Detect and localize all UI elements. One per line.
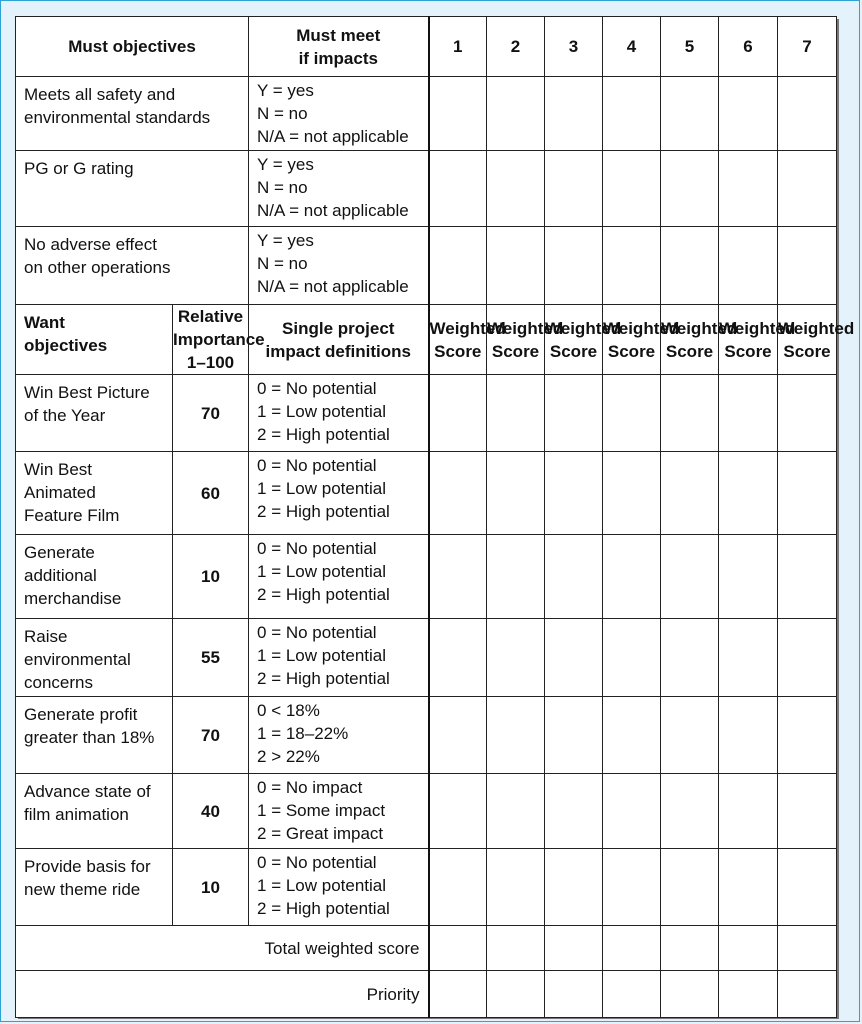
objective-text-line: Generate profit [24, 705, 138, 724]
score-cell[interactable] [429, 774, 487, 849]
score-cell[interactable] [487, 697, 545, 774]
total-row [16, 926, 837, 971]
score-cell[interactable] [661, 151, 719, 227]
score-cell[interactable] [487, 619, 545, 697]
score-cell[interactable] [545, 227, 603, 305]
score-cell[interactable] [719, 619, 778, 697]
impact-definition-line: N/A = not applicable [257, 201, 409, 220]
score-cell[interactable] [719, 849, 778, 926]
score-cell[interactable] [487, 227, 545, 305]
score-cell[interactable] [545, 619, 603, 697]
objective-text-line: Raise [24, 627, 68, 646]
objective-text-line: greater than 18% [24, 728, 155, 747]
weighted-header-line: Weighted [487, 318, 564, 338]
candidate-header: 2 [487, 17, 545, 77]
objective-text-line: on other operations [24, 258, 171, 277]
must-impact-definitions [249, 227, 429, 305]
score-cell[interactable] [661, 619, 719, 697]
impact-definition-line: 2 = High potential [257, 585, 390, 604]
want-objective-label [16, 619, 173, 697]
score-cell[interactable] [603, 697, 661, 774]
relative-header-line: Importance [173, 330, 265, 349]
impact-header-line: Single project [282, 318, 395, 338]
score-cell[interactable] [719, 926, 778, 971]
objective-text-line: Generate [24, 543, 95, 562]
objective-text-line: Win Best Picture [24, 383, 150, 402]
score-cell[interactable] [603, 619, 661, 697]
want-objective-label [16, 375, 173, 452]
weighted-header-line: Weighted [429, 318, 506, 338]
relative-importance-value: 40 [173, 774, 249, 849]
must-objective-label [16, 227, 249, 305]
must-impact-definitions [249, 77, 429, 151]
weighted-score-header [429, 305, 506, 375]
score-cell[interactable] [603, 227, 661, 305]
score-cell[interactable] [719, 535, 778, 619]
project-priority-matrix [15, 16, 855, 1018]
score-cell[interactable] [603, 849, 661, 926]
score-cell[interactable] [603, 971, 661, 1018]
impact-definitions-header [249, 305, 429, 375]
objective-text-line: concerns [24, 673, 93, 692]
score-cell[interactable] [778, 774, 837, 849]
score-cell[interactable] [719, 77, 778, 151]
score-cell[interactable] [661, 926, 719, 971]
impact-definitions [249, 452, 429, 535]
weighted-header-line: Weighted [545, 318, 622, 338]
weighted-score-header [719, 305, 796, 375]
weighted-header-line: Score [549, 341, 598, 361]
score-cell[interactable] [719, 697, 778, 774]
priority-row [16, 971, 837, 1018]
candidate-header: 4 [603, 17, 661, 77]
impact-definition-line: Y = yes [257, 231, 314, 250]
objective-text-line: Animated [24, 483, 96, 502]
impact-definition-line: 0 < 18% [257, 701, 320, 720]
impact-definition-line: 0 = No potential [257, 539, 377, 558]
weighted-header-line: Score [724, 341, 772, 361]
candidate-header: 7 [778, 17, 837, 77]
objective-text-line: of the Year [24, 406, 106, 425]
weighted-header-line: Score [434, 341, 482, 361]
score-cell[interactable] [545, 697, 603, 774]
impact-definition-line: 1 = Low potential [257, 402, 387, 421]
score-cell[interactable] [661, 452, 719, 535]
impact-definition-line: 1 = Low potential [257, 562, 387, 581]
objective-text-line: film animation [24, 805, 129, 824]
must-objective-label [16, 151, 249, 227]
must-objective-label [16, 77, 249, 151]
want-objective-row [16, 375, 837, 452]
score-cell[interactable] [661, 77, 719, 151]
want-objectives-header [16, 305, 173, 375]
impact-definition-line: 1 = Low potential [257, 479, 387, 498]
candidate-header: 3 [545, 17, 603, 77]
score-cell[interactable] [545, 774, 603, 849]
score-cell[interactable] [487, 452, 545, 535]
score-cell[interactable] [487, 926, 545, 971]
score-cell[interactable] [778, 926, 837, 971]
objective-text-line: Feature Film [24, 506, 120, 525]
impact-header-line: impact definitions [265, 341, 411, 361]
score-cell[interactable] [429, 926, 487, 971]
weighted-header-line: Score [783, 341, 831, 361]
impact-definitions [249, 535, 429, 619]
score-cell[interactable] [778, 697, 837, 774]
score-cell[interactable] [778, 77, 837, 151]
weighted-header-line: Weighted [603, 318, 680, 338]
objective-text-line: No adverse effect [24, 235, 157, 254]
impact-definition-line: N = no [257, 254, 308, 273]
want-objective-row [16, 535, 837, 619]
score-cell[interactable] [487, 77, 545, 151]
score-cell[interactable] [661, 849, 719, 926]
score-cell[interactable] [487, 971, 545, 1018]
score-cell[interactable] [429, 151, 487, 227]
must-meet-line1: Must meet [296, 25, 381, 45]
score-cell[interactable] [719, 774, 778, 849]
score-cell[interactable] [429, 77, 487, 151]
score-cell[interactable] [429, 375, 487, 452]
impact-definition-line: N/A = not applicable [257, 277, 409, 296]
score-cell[interactable] [603, 774, 661, 849]
relative-importance-value: 70 [173, 375, 249, 452]
impact-definition-line: N/A = not applicable [257, 127, 409, 146]
score-cell[interactable] [429, 227, 487, 305]
impact-definition-line: 0 = No potential [257, 623, 377, 642]
impact-definition-line: 2 = High potential [257, 425, 390, 444]
weighted-header-line: Weighted [719, 318, 796, 338]
must-objective-row [16, 227, 837, 305]
relative-importance-value: 10 [173, 535, 249, 619]
score-cell[interactable] [603, 375, 661, 452]
impact-definitions [249, 849, 429, 926]
relative-importance-value: 55 [173, 619, 249, 697]
must-meet-header [249, 17, 429, 77]
score-cell[interactable] [603, 77, 661, 151]
weighted-score-header [545, 305, 622, 375]
score-cell[interactable] [603, 926, 661, 971]
score-cell[interactable] [487, 535, 545, 619]
score-cell[interactable] [429, 452, 487, 535]
want-header-line: Want [24, 313, 65, 332]
objective-text-line: Meets all safety and [24, 85, 176, 104]
impact-definition-line: Y = yes [257, 81, 314, 100]
score-cell[interactable] [429, 619, 487, 697]
relative-importance-value: 70 [173, 697, 249, 774]
want-objective-row [16, 452, 837, 535]
impact-definition-line: 0 = No potential [257, 456, 377, 475]
impact-definition-line: 2 = High potential [257, 502, 390, 521]
want-objective-label [16, 452, 173, 535]
score-cell[interactable] [661, 774, 719, 849]
impact-definition-line: 0 = No potential [257, 853, 377, 872]
weighted-score-header [661, 305, 738, 375]
must-objective-row [16, 151, 837, 227]
impact-definition-line: 0 = No potential [257, 379, 377, 398]
candidate-header: 5 [661, 17, 719, 77]
impact-definition-line: N = no [257, 104, 308, 123]
relative-importance-value: 60 [173, 452, 249, 535]
score-cell[interactable] [719, 971, 778, 1018]
score-cell[interactable] [778, 227, 837, 305]
impact-definition-line: N = no [257, 178, 308, 197]
objective-text-line: Provide basis for [24, 857, 151, 876]
score-cell[interactable] [661, 227, 719, 305]
objective-text-line: additional [24, 566, 97, 585]
objective-text-line: environmental standards [24, 108, 211, 127]
score-cell[interactable] [719, 452, 778, 535]
score-cell[interactable] [429, 849, 487, 926]
must-objectives-header: Must objectives [16, 17, 249, 77]
must-impact-definitions [249, 151, 429, 227]
objective-text-line: merchandise [24, 589, 122, 608]
score-cell[interactable] [778, 535, 837, 619]
candidate-header: 1 [429, 17, 487, 77]
score-cell[interactable] [661, 971, 719, 1018]
score-cell[interactable] [545, 375, 603, 452]
score-cell[interactable] [429, 971, 487, 1018]
header-row [16, 17, 837, 77]
want-objective-row [16, 619, 837, 697]
objective-text-line: PG or G rating [24, 159, 134, 178]
score-cell[interactable] [778, 849, 837, 926]
score-cell[interactable] [487, 849, 545, 926]
relative-importance-header [173, 305, 265, 375]
want-objective-label [16, 697, 173, 774]
want-objective-label [16, 535, 173, 619]
weighted-score-header [603, 305, 680, 375]
weighted-header-line: Weighted [661, 318, 738, 338]
weighted-header-line: Score [491, 341, 540, 361]
score-cell[interactable] [603, 535, 661, 619]
score-cell[interactable] [778, 619, 837, 697]
score-cell[interactable] [778, 971, 837, 1018]
total-weighted-score-label: Total weighted score [16, 926, 429, 971]
score-cell[interactable] [661, 535, 719, 619]
score-cell[interactable] [545, 849, 603, 926]
score-cell[interactable] [778, 452, 837, 535]
must-objective-row [16, 77, 837, 151]
score-cell[interactable] [545, 452, 603, 535]
impact-definition-line: 2 = High potential [257, 669, 390, 688]
must-meet-line2: if impacts [298, 48, 378, 68]
score-cell[interactable] [778, 151, 837, 227]
objective-text-line: Advance state of [24, 782, 151, 801]
objective-text-line: new theme ride [24, 880, 141, 899]
score-cell[interactable] [545, 535, 603, 619]
impact-definition-line: 1 = Low potential [257, 646, 387, 665]
score-cell[interactable] [487, 151, 545, 227]
want-objective-label [16, 849, 173, 926]
want-objective-row [16, 697, 837, 774]
score-cell[interactable] [429, 697, 487, 774]
relative-importance-value: 10 [173, 849, 249, 926]
relative-header-line: 1–100 [186, 353, 235, 372]
impact-definition-line: 1 = 18–22% [257, 724, 349, 743]
impact-definitions [249, 375, 429, 452]
impact-definition-line: 2 = Great impact [257, 824, 384, 843]
score-cell[interactable] [719, 151, 778, 227]
impact-definition-line: 2 > 22% [257, 747, 320, 766]
score-cell[interactable] [661, 697, 719, 774]
want-objective-label [16, 774, 173, 849]
impact-definitions [249, 697, 429, 774]
weighted-score-header [487, 305, 564, 375]
score-cell[interactable] [545, 77, 603, 151]
impact-definition-line: 1 = Some impact [257, 801, 386, 820]
impact-definition-line: Y = yes [257, 155, 314, 174]
impact-definition-line: 0 = No impact [257, 778, 363, 797]
weighted-header-line: Score [665, 341, 714, 361]
impact-definitions [249, 619, 429, 697]
weighted-header-line: Weighted [778, 318, 855, 338]
score-cell[interactable] [603, 151, 661, 227]
candidate-header: 6 [719, 17, 778, 77]
score-cell[interactable] [778, 375, 837, 452]
weighted-score-header [778, 305, 855, 375]
want-header-line: objectives [24, 336, 108, 355]
score-cell[interactable] [545, 971, 603, 1018]
want-header-row [16, 305, 837, 375]
weighted-header-line: Score [607, 341, 656, 361]
want-objective-row [16, 849, 837, 926]
impact-definitions [249, 774, 429, 849]
objective-text-line: Win Best [24, 460, 93, 479]
impact-definition-line: 2 = High potential [257, 899, 390, 918]
objective-text-line: environmental [24, 650, 131, 669]
relative-header-line: Relative [177, 307, 244, 326]
score-cell[interactable] [603, 452, 661, 535]
want-objective-row [16, 774, 837, 849]
score-cell[interactable] [487, 375, 545, 452]
score-cell[interactable] [545, 926, 603, 971]
impact-definition-line: 1 = Low potential [257, 876, 387, 895]
score-cell[interactable] [661, 375, 719, 452]
score-cell[interactable] [487, 774, 545, 849]
priority-label: Priority [16, 971, 429, 1018]
score-cell[interactable] [429, 535, 487, 619]
score-cell[interactable] [545, 151, 603, 227]
score-cell[interactable] [719, 227, 778, 305]
score-cell[interactable] [719, 375, 778, 452]
